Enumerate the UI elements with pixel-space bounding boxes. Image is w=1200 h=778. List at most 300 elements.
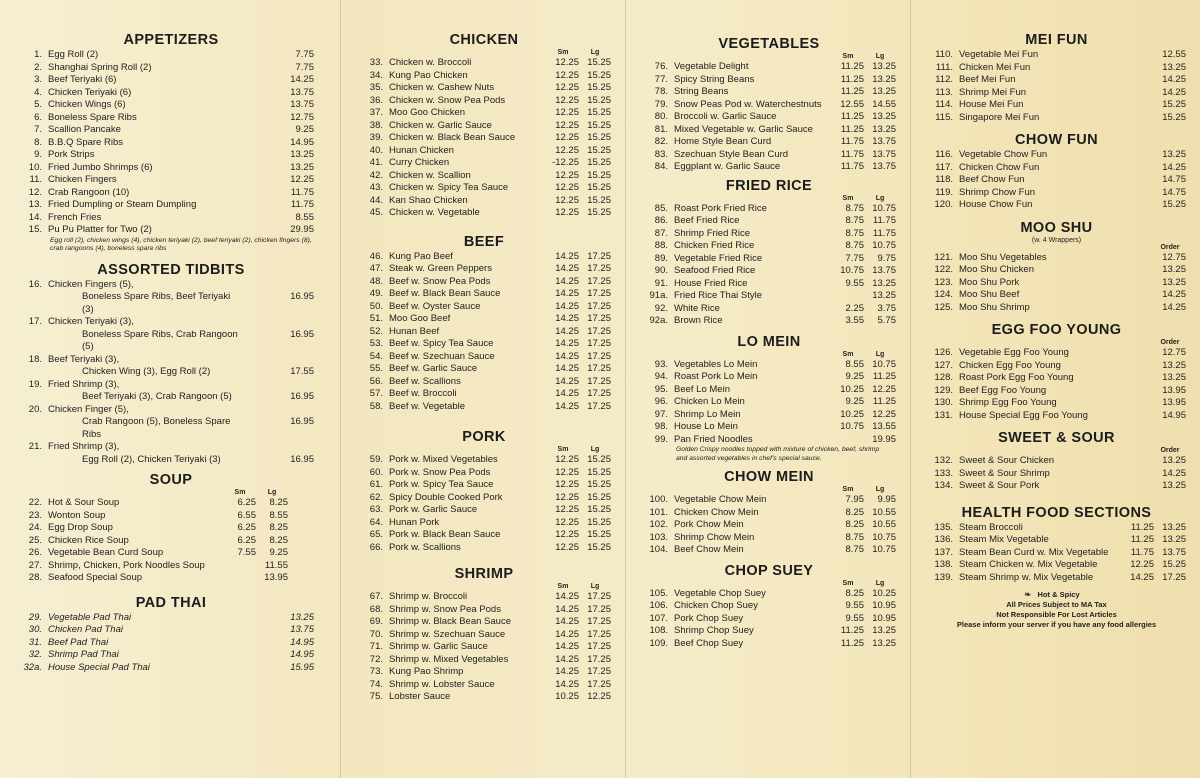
menu-item <box>351 454 617 467</box>
pad-thai-list <box>10 612 332 675</box>
item-name <box>674 149 832 162</box>
item-price-small: 12.25 <box>555 541 579 553</box>
item-name <box>674 303 832 316</box>
item-number: 135. <box>934 521 953 533</box>
item-name-text: Kan Shao Chicken <box>389 194 468 206</box>
item-name-text: Steam Mix Vegetable <box>959 534 1049 545</box>
item-name <box>959 199 1136 212</box>
item-price-large: 15.25 <box>587 94 611 106</box>
item-price-small: 14.25 <box>555 263 579 274</box>
item-name <box>674 228 832 241</box>
item-price-small: 11.25 <box>840 86 864 97</box>
item-price-small: -12.25 <box>552 157 579 168</box>
menu-item <box>921 480 1192 493</box>
item-name <box>48 510 224 523</box>
item-name <box>674 74 832 87</box>
item-name <box>48 49 244 62</box>
item-price: 13.75 <box>290 86 314 98</box>
item-price-small: 12.25 <box>555 504 579 515</box>
menu-item <box>351 363 617 376</box>
shrimp-title: SHRIMP <box>454 566 514 582</box>
item-number: 99. <box>654 433 668 445</box>
menu-item <box>921 149 1192 162</box>
item-number: 85. <box>654 202 668 214</box>
item-number: 70. <box>369 628 383 640</box>
menu-item <box>10 497 332 510</box>
item-name-text: Steam Broccoli <box>959 521 1023 533</box>
menu-item <box>636 434 902 447</box>
item-price-small: 11.25 <box>840 73 864 85</box>
item-name-text: Chicken Chow Mein <box>674 506 759 518</box>
item-name-text: Chicken Chow Fun <box>959 161 1040 173</box>
item-number: 63. <box>369 504 383 515</box>
item-number: 137. <box>934 546 953 558</box>
item-number: 75. <box>369 691 383 702</box>
menu-item <box>351 120 617 133</box>
item-price: 17.55 <box>290 366 314 377</box>
item-name <box>389 82 547 95</box>
item-number: 95. <box>654 383 668 395</box>
item-name <box>48 162 244 175</box>
item-name-text: Chicken Wings (6) <box>48 99 126 110</box>
item-name-text: Steak w. Green Peppers <box>389 263 492 274</box>
item-name <box>959 572 1122 585</box>
item-number: 136. <box>934 534 953 545</box>
item-number: 73. <box>369 666 383 677</box>
health-title: HEALTH FOOD SECTIONS <box>961 504 1152 521</box>
item-number: 3. <box>34 74 42 85</box>
shrimp-size-header: Sm Lg <box>557 583 600 590</box>
item-name-text: Pork w. Garlic Sauce <box>389 504 478 515</box>
item-name <box>674 421 832 434</box>
item-price-small: 11.25 <box>840 61 864 72</box>
item-number: 96. <box>654 396 668 407</box>
item-price-small: 8.75 <box>845 202 864 214</box>
item-name <box>389 629 547 642</box>
item-number: 48. <box>369 275 383 287</box>
item-name <box>48 212 244 225</box>
item-number: 123. <box>934 276 953 288</box>
item-name-text: House Special Egg Foo Young <box>959 409 1088 421</box>
item-name-text: House Chow Fun <box>959 199 1033 210</box>
item-name <box>48 572 224 585</box>
item-price-small <box>832 290 864 303</box>
item-name-text: Chicken w. Scallion <box>389 169 471 181</box>
menu-item <box>10 124 332 137</box>
item-price-small: 14.25 <box>555 388 579 399</box>
item-name <box>959 302 1136 315</box>
item-price-large: 11.55 <box>264 559 288 571</box>
menu-item <box>10 535 332 548</box>
item-name-text: Home Style Bean Curd <box>674 136 772 147</box>
item-name <box>48 112 244 125</box>
menu-item <box>10 74 332 87</box>
item-name <box>674 99 832 112</box>
menu-item <box>636 161 902 174</box>
lo-mein-list <box>636 359 902 447</box>
fried-rice-size-header: Sm Lg <box>842 194 885 202</box>
item-price-small: 12.25 <box>555 119 579 131</box>
item-number: 2. <box>34 61 42 73</box>
menu-item <box>351 504 617 517</box>
item-name <box>674 278 832 291</box>
item-price: 14.25 <box>1162 86 1186 98</box>
item-name <box>389 182 547 195</box>
item-name <box>959 187 1136 200</box>
item-number: 49. <box>369 288 383 299</box>
pupu-description: Egg roll (2), chicken wings (4), chicken teriyaki (2), beef teriyaki (2), chicken fingers (8), crab rangoons (4), boneless spare ribs <box>50 236 312 252</box>
item-name <box>389 691 547 704</box>
item-price: 13.25 <box>1162 276 1186 288</box>
item-price: 13.95 <box>1162 397 1186 408</box>
item-price-large: 10.95 <box>872 600 896 611</box>
menu-item <box>351 654 617 667</box>
item-price-small: 10.25 <box>840 408 864 420</box>
menu-item <box>10 637 332 650</box>
item-price-small: 8.75 <box>845 531 864 543</box>
combo-line-1 <box>10 441 332 454</box>
item-number: 8. <box>34 136 42 148</box>
pad-thai-title: PAD THAI <box>135 594 207 611</box>
beef-title: BEEF <box>463 233 505 250</box>
item-number: 120. <box>934 199 953 210</box>
hot-spicy-legend: Hot & Spicy <box>1037 590 1080 599</box>
menu-item <box>636 588 902 601</box>
menu-item <box>921 547 1192 560</box>
item-name-text: Shrimp w. Szechuan Sauce <box>389 628 506 640</box>
item-price: 15.25 <box>1162 199 1186 210</box>
item-name <box>674 124 832 137</box>
item-name <box>959 289 1136 302</box>
item-name <box>674 161 832 174</box>
item-name <box>959 112 1136 125</box>
menu-item <box>10 572 332 585</box>
menu-item <box>10 560 332 573</box>
menu-item <box>351 107 617 120</box>
item-name <box>48 612 244 625</box>
chow-mein-size-header: Sm Lg <box>842 486 885 493</box>
menu-item <box>921 347 1192 360</box>
item-price-large: 13.25 <box>1162 534 1186 545</box>
vegetables-title: VEGETABLES <box>718 36 820 52</box>
menu-item <box>921 199 1192 212</box>
combo-line-1 <box>10 404 332 417</box>
item-price: 14.25 <box>290 74 314 85</box>
item-name <box>959 264 1136 277</box>
menu-item <box>351 145 617 158</box>
item-name-text: Chicken Fried Rice <box>674 240 755 251</box>
item-name-text: Shrimp w. Broccoli <box>389 591 468 602</box>
item-name-text: House Lo Mein <box>674 421 738 432</box>
item-name <box>389 195 547 208</box>
menu-item <box>351 157 617 170</box>
item-number: 117. <box>935 161 953 173</box>
menu-item <box>10 649 332 662</box>
item-price-large: 17.25 <box>587 591 611 602</box>
item-name-text: Chicken Teriyaki (6) <box>48 86 132 98</box>
item-number: 29. <box>28 611 42 623</box>
item-price-large: 15.25 <box>587 157 611 168</box>
item-number: 112. <box>935 74 953 85</box>
menu-item <box>351 479 617 492</box>
item-number: 26. <box>28 547 42 558</box>
item-number: 139. <box>934 571 953 583</box>
item-price-small: 12.25 <box>555 107 579 118</box>
lo-mein-size-header: Sm Lg <box>842 350 885 358</box>
item-number: 138. <box>934 559 953 570</box>
item-name-text: Chicken Pad Thai <box>48 624 123 635</box>
item-price-small: 14.25 <box>555 591 579 602</box>
item-name-text: Broccoli w. Garlic Sauce <box>674 111 777 122</box>
item-number: 1. <box>34 49 42 60</box>
combo-line-2 <box>10 329 332 354</box>
combo-item <box>10 279 332 317</box>
menu-item <box>921 264 1192 277</box>
item-name <box>674 638 832 651</box>
menu-item <box>636 253 902 266</box>
item-number: 92a. <box>649 315 668 326</box>
item-name-text: Boneless Spare Ribs, Crab Rangoon (5) <box>82 328 238 352</box>
menu-item <box>351 629 617 642</box>
item-name <box>48 149 244 162</box>
menu-item <box>351 195 617 208</box>
item-price-large: 17.25 <box>587 325 611 337</box>
item-price-large: 10.75 <box>872 240 896 251</box>
pork-size-header: Sm Lg <box>557 446 600 453</box>
item-price-small: 8.55 <box>845 358 864 370</box>
item-number: 133. <box>934 467 953 479</box>
menu-item <box>636 359 902 372</box>
combo-line-1 <box>10 354 332 367</box>
item-number: 32a. <box>23 661 42 673</box>
item-price: 12.75 <box>1162 251 1186 263</box>
item-number: 129. <box>934 384 953 396</box>
item-name <box>959 49 1136 62</box>
item-name-text: Seafood Fried Rice <box>674 265 756 276</box>
item-price-large: 9.25 <box>269 547 288 558</box>
item-name-text: Chicken Rice Soup <box>48 534 129 546</box>
item-name-text: Beef Teriyaki (3), Crab Rangoon (5) <box>82 391 232 402</box>
item-name <box>48 560 224 573</box>
item-name <box>674 359 832 372</box>
item-name-text: Beef w. Broccoli <box>389 388 457 399</box>
fried-rice-list <box>636 203 902 328</box>
menu-item <box>636 519 902 532</box>
item-number: 4. <box>34 86 42 98</box>
item-price: 13.25 <box>290 149 314 160</box>
menu-item <box>921 112 1192 125</box>
item-name <box>389 504 547 517</box>
item-name <box>959 534 1122 547</box>
item-number: 92. <box>654 302 668 314</box>
item-name <box>389 479 547 492</box>
item-price-large: 13.95 <box>264 572 288 583</box>
menu-item <box>636 203 902 216</box>
item-price-small: 14.25 <box>555 653 579 665</box>
item-name-text: Fried Jumbo Shrimps (6) <box>48 161 153 173</box>
item-name <box>389 666 547 679</box>
item-number: 107. <box>649 612 668 624</box>
item-price-small: 11.25 <box>840 123 864 135</box>
menu-item <box>636 384 902 397</box>
menu-item <box>351 251 617 264</box>
item-price-large: 17.25 <box>587 603 611 615</box>
item-price-small: 11.75 <box>840 161 864 172</box>
item-price-small: 9.25 <box>845 371 864 382</box>
item-price-small: 12.25 <box>555 57 579 68</box>
item-name <box>959 468 1136 481</box>
item-number: 10. <box>28 161 42 173</box>
item-price-small: 12.25 <box>555 466 579 478</box>
item-number: 20. <box>28 403 42 415</box>
menu-item <box>10 162 332 175</box>
item-price-small: 12.25 <box>555 132 579 143</box>
item-price-large: 17.25 <box>587 653 611 665</box>
menu-item <box>636 136 902 149</box>
item-number: 65. <box>369 529 383 540</box>
item-name-text: Beef Lo Mein <box>674 383 730 395</box>
item-price-large: 12.25 <box>872 408 896 420</box>
item-number: 31. <box>28 636 42 648</box>
item-name-text: Hunan Beef <box>389 325 440 337</box>
item-name <box>389 251 547 264</box>
beef-list <box>351 251 617 414</box>
item-name-text: Chicken Egg Foo Young <box>959 359 1061 371</box>
item-number: 94. <box>654 371 668 382</box>
item-price-small: 9.25 <box>845 396 864 407</box>
moo-shu-list <box>921 252 1192 315</box>
item-name-text: House Special Pad Thai <box>48 661 150 673</box>
item-price-small: 11.75 <box>840 148 864 160</box>
item-price-large: 13.25 <box>872 637 896 649</box>
combo-item <box>10 354 332 379</box>
menu-item <box>636 507 902 520</box>
item-price-large: 15.25 <box>587 466 611 478</box>
item-price-large: 11.25 <box>872 371 896 382</box>
item-number: 111. <box>935 61 953 73</box>
item-name <box>389 467 547 480</box>
item-name-text: Chicken Lo Mein <box>674 396 745 407</box>
item-price-large: 15.25 <box>587 119 611 131</box>
item-name <box>674 315 832 328</box>
combo-line-1 <box>10 316 332 329</box>
item-price-large: 17.25 <box>587 666 611 677</box>
item-price-large: 8.25 <box>269 522 288 533</box>
menu-item <box>921 572 1192 585</box>
item-name <box>48 174 244 187</box>
menu-item <box>636 86 902 99</box>
combo-line-1 <box>10 279 332 292</box>
menu-item <box>10 87 332 100</box>
menu-item <box>921 162 1192 175</box>
item-price-small: 11.25 <box>1130 521 1154 533</box>
item-price: 13.25 <box>1162 455 1186 466</box>
item-name-text: Mixed Vegetable w. Garlic Sauce <box>674 123 813 135</box>
menu-item <box>636 638 902 651</box>
item-name-text: Shrimp w. Garlic Sauce <box>389 641 488 652</box>
item-price-small: 11.75 <box>840 136 864 147</box>
item-price-large: 17.25 <box>587 363 611 374</box>
item-number: 47. <box>369 263 383 274</box>
item-name <box>389 542 547 555</box>
item-name-text: White Rice <box>674 302 720 314</box>
item-name-text: Scallion Pancake <box>48 124 121 135</box>
item-price-large: 17.25 <box>587 338 611 349</box>
menu-item <box>351 326 617 339</box>
item-name-text: Chicken w. Snow Pea Pods <box>389 94 506 106</box>
item-number: 124. <box>934 289 953 300</box>
item-name-text: Shrimp w. Snow Pea Pods <box>389 603 501 615</box>
item-name-text: Vegetable Chop Suey <box>674 587 766 599</box>
item-number: 113. <box>935 86 953 98</box>
item-number: 72. <box>369 653 383 665</box>
item-number: 122. <box>934 264 953 275</box>
item-price: 14.75 <box>1162 174 1186 185</box>
item-name-text: Shrimp Chow Fun <box>959 186 1036 198</box>
item-name-text: Beef Teriyaki (6) <box>48 74 117 85</box>
item-price-small: 12.25 <box>555 194 579 206</box>
item-price: 13.25 <box>1162 264 1186 275</box>
item-name-text: Beef Pad Thai <box>48 636 109 648</box>
item-name-text: Sweet & Sour Chicken <box>959 455 1055 466</box>
item-price-small: 7.75 <box>845 252 864 264</box>
item-name-text: Fried Rice Thai Style <box>674 290 762 301</box>
menu-item <box>921 252 1192 265</box>
item-price-large: 10.95 <box>872 612 896 624</box>
item-name <box>48 87 244 100</box>
item-price-large: 14.55 <box>872 98 896 110</box>
item-name-text: Chicken w. Garlic Sauce <box>389 119 492 131</box>
item-name-text: Lobster Sauce <box>389 691 451 702</box>
item-name-text: Moo Shu Chicken <box>959 264 1034 275</box>
item-name-text: Beef w. Spicy Tea Sauce <box>389 338 494 349</box>
item-price: 13.25 <box>290 611 314 623</box>
item-number: 67. <box>369 591 383 602</box>
item-name-text: Moo Shu Beef <box>959 289 1020 300</box>
item-price-small: 11.25 <box>1130 534 1154 545</box>
item-price-large: 15.25 <box>587 479 611 490</box>
item-price-large: 17.25 <box>587 275 611 287</box>
item-number: 58. <box>369 400 383 412</box>
item-price-large: 13.25 <box>872 73 896 85</box>
item-name-text: Chicken w. Broccoli <box>389 57 472 68</box>
item-number: 34. <box>369 69 383 81</box>
item-price-large: 10.55 <box>872 519 896 530</box>
menu-item <box>636 396 902 409</box>
item-price-small: 3.55 <box>845 315 864 326</box>
item-name-text: Shrimp Pad Thai <box>48 649 119 660</box>
item-number: 91. <box>654 277 668 289</box>
item-name <box>389 492 547 505</box>
item-name <box>48 137 244 150</box>
menu-item <box>921 468 1192 481</box>
item-price-large: 10.75 <box>872 202 896 214</box>
item-name <box>48 199 244 212</box>
item-name <box>389 263 547 276</box>
health-list <box>921 522 1192 585</box>
menu-item <box>10 522 332 535</box>
menu-item <box>351 679 617 692</box>
item-price-large: 3.75 <box>877 302 896 314</box>
item-price-large: 11.75 <box>872 215 896 226</box>
item-number: 87. <box>654 227 668 239</box>
item-price-small: 10.25 <box>840 383 864 395</box>
item-price-large: 17.25 <box>587 678 611 690</box>
item-price: 13.25 <box>1162 480 1186 491</box>
item-price-small: 6.25 <box>237 522 256 533</box>
item-number: 68. <box>369 603 383 615</box>
item-number: 108. <box>649 625 668 636</box>
